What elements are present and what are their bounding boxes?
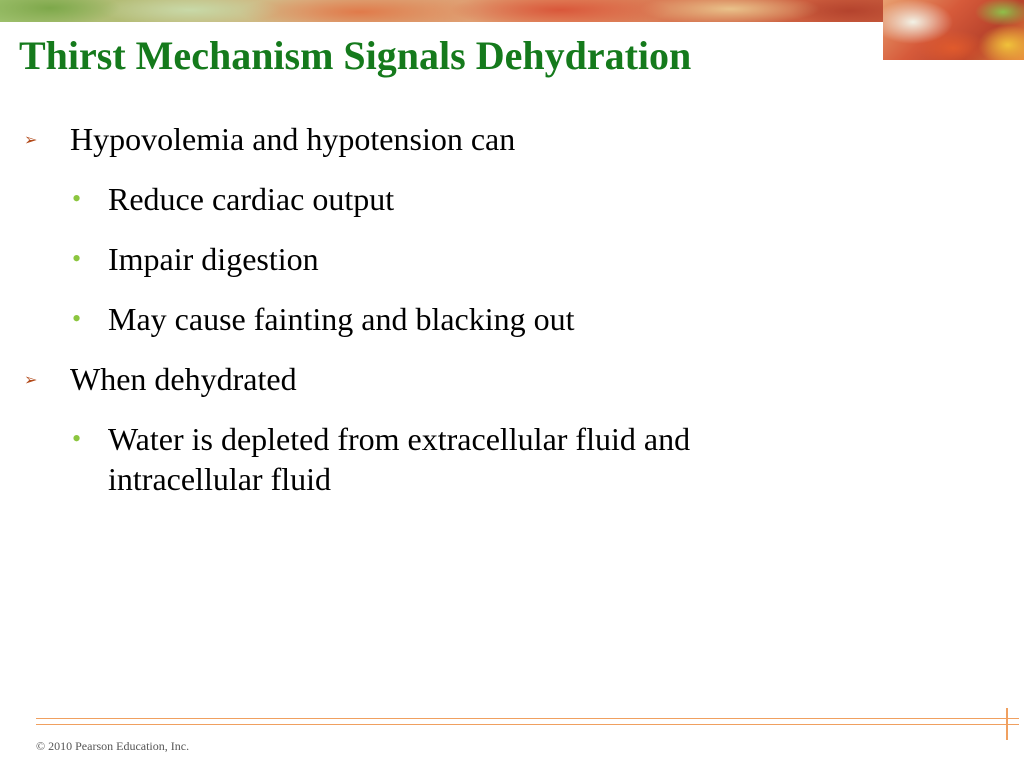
bullet-text: Impair digestion: [108, 241, 319, 277]
bullet-text: Reduce cardiac output: [108, 181, 395, 217]
slide-title: Thirst Mechanism Signals Dehydration: [19, 33, 692, 78]
bullet-item: [70, 119, 515, 159]
footer-line-bottom: [36, 724, 1019, 725]
bullet-item: [70, 359, 297, 399]
dot-bullet-icon: •: [72, 304, 82, 333]
bullet-text: May cause fainting and blacking out: [108, 301, 575, 337]
dot-bullet-icon: •: [72, 184, 82, 213]
bullet-text: Hypovolemia and hypotension can: [70, 121, 516, 157]
sub-bullet-item: [108, 299, 848, 339]
arrow-bullet-icon: ➢: [24, 132, 38, 149]
footer-tick-mark: [1006, 708, 1008, 740]
footer-line-top: [36, 718, 1019, 719]
copyright-footer: © 2010 Pearson Education, Inc.: [36, 739, 190, 753]
arrow-bullet-icon: ➢: [24, 372, 38, 389]
dot-bullet-icon: •: [72, 424, 82, 453]
sub-bullet-item: [108, 239, 848, 279]
sub-bullet-item: [108, 179, 848, 219]
bullet-text: When dehydrated: [70, 361, 297, 397]
sub-bullet-item: [108, 419, 848, 499]
bullet-text: Water is depleted from extracellular fluid and intracellular fluid: [108, 421, 691, 497]
dot-bullet-icon: •: [72, 244, 82, 273]
